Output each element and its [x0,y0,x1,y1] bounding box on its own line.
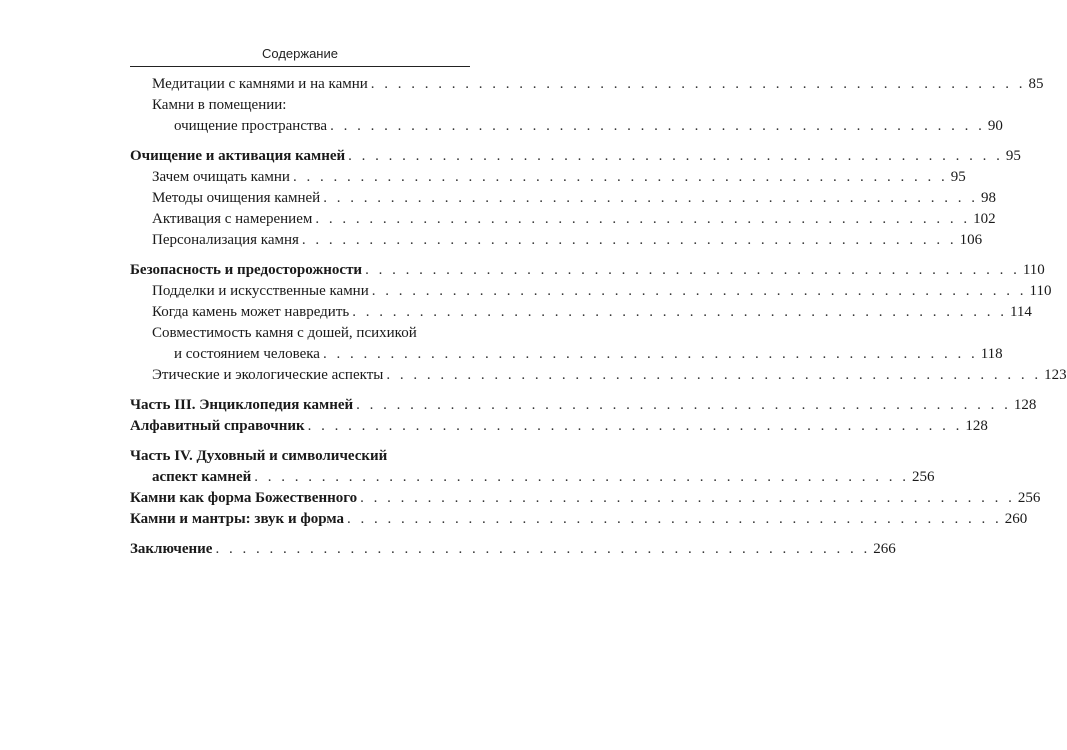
toc-entry[interactable] [130,323,470,344]
dot-leader [315,209,970,230]
toc-entry-title: Этические и экологические аспекты [152,367,384,383]
toc-entry-page: 118 [980,346,1003,362]
dot-leader [323,344,978,365]
toc-entry-title: Камни и мантры: звук и форма [130,511,344,527]
toc-entry-title: Часть III. Энциклопедия камней [130,397,354,413]
dot-leader [371,74,1026,95]
dot-leader [293,167,948,188]
dot-leader [360,488,1015,509]
dot-leader [372,281,1027,302]
toc-entry[interactable] [130,230,983,251]
toc-entry[interactable] [130,260,1045,281]
toc-entry-title: Подделки и искусственные камни [152,283,369,299]
toc-entry-page: 256 [912,469,935,485]
toc-entry-page: 90 [987,118,1003,134]
toc-entry-title: Совместимость камня с дошей, психикой [152,325,417,341]
toc-entry[interactable] [130,446,470,467]
toc-entry[interactable] [130,509,1028,530]
toc-entry[interactable] [130,365,1067,386]
toc-entry-page: 123 [1044,367,1067,383]
toc-entry-title: Активация с намерением [152,211,313,227]
toc-entry-title: Когда камень может навредить [152,304,350,320]
toc-entry-page: 106 [959,232,983,248]
toc-entry[interactable] [130,116,1003,137]
toc-entry[interactable] [130,395,1037,416]
toc-entry[interactable] [130,281,1052,302]
toc-entry[interactable] [130,146,1021,167]
toc-entry-page: 95 [950,169,966,185]
toc-entry[interactable] [130,488,1041,509]
toc-entry-title: Очищение и активация камней [130,148,346,164]
toc-entry-title: Часть IV. Духовный и символический [130,448,388,464]
dot-leader [215,539,870,560]
toc-entry[interactable] [130,467,935,488]
toc-entry-title: Персонализация камня [152,232,299,248]
dot-leader [348,146,1003,167]
toc-entry-title: Медитации с камнями и на камни [152,76,368,92]
toc-entry-page: 110 [1022,262,1045,278]
toc-entry-title: Заключение [130,541,213,557]
dot-leader [323,188,978,209]
dot-leader [365,260,1020,281]
dot-leader [254,467,909,488]
dot-leader [347,509,1002,530]
dot-leader [302,230,957,251]
toc-entry-page: 114 [1009,304,1032,320]
toc-entry-page: 260 [1004,511,1028,527]
toc-entry-page: 128 [965,418,988,434]
toc-entry-title: Зачем очищать камни [152,169,290,185]
toc-entry[interactable] [130,344,1003,365]
dot-leader [352,302,1007,323]
dot-leader [308,416,963,437]
toc-entry-title: Алфавитный справочник [130,418,305,434]
toc-entry-page: 85 [1028,76,1044,92]
toc-entry[interactable] [130,167,966,188]
toc-entry-title: очищение пространства [174,118,328,134]
header-rule [130,66,470,67]
toc-entry-page: 110 [1029,283,1052,299]
toc-entry[interactable] [130,74,1044,95]
dot-leader [386,365,1041,386]
toc-entry-title: Камни как форма Божественного [130,490,358,506]
toc-entry-title: аспект камней [152,469,252,485]
toc-entry-page: 95 [1005,148,1021,164]
toc-entry-page: 128 [1013,397,1037,413]
table-of-contents [130,74,1067,560]
toc-entry[interactable] [130,188,996,209]
toc-entry-title: Безопасность и предосторожности [130,262,363,278]
toc-entry[interactable] [130,302,1032,323]
dot-leader [330,116,985,137]
toc-entry[interactable] [130,416,988,437]
toc-entry-title: и состоянием человека [174,346,320,362]
toc-entry-page: 102 [973,211,996,227]
toc-entry-page: 256 [1017,490,1041,506]
toc-entry[interactable] [130,95,470,116]
running-header: Содержание [262,46,338,61]
toc-entry[interactable] [130,209,996,230]
toc-entry-page: 266 [873,541,896,557]
toc-entry-page: 98 [980,190,996,206]
toc-entry-title: Методы очищения камней [152,190,321,206]
toc-entry-title: Камни в помещении: [152,97,287,113]
toc-entry[interactable] [130,539,896,560]
dot-leader [356,395,1011,416]
